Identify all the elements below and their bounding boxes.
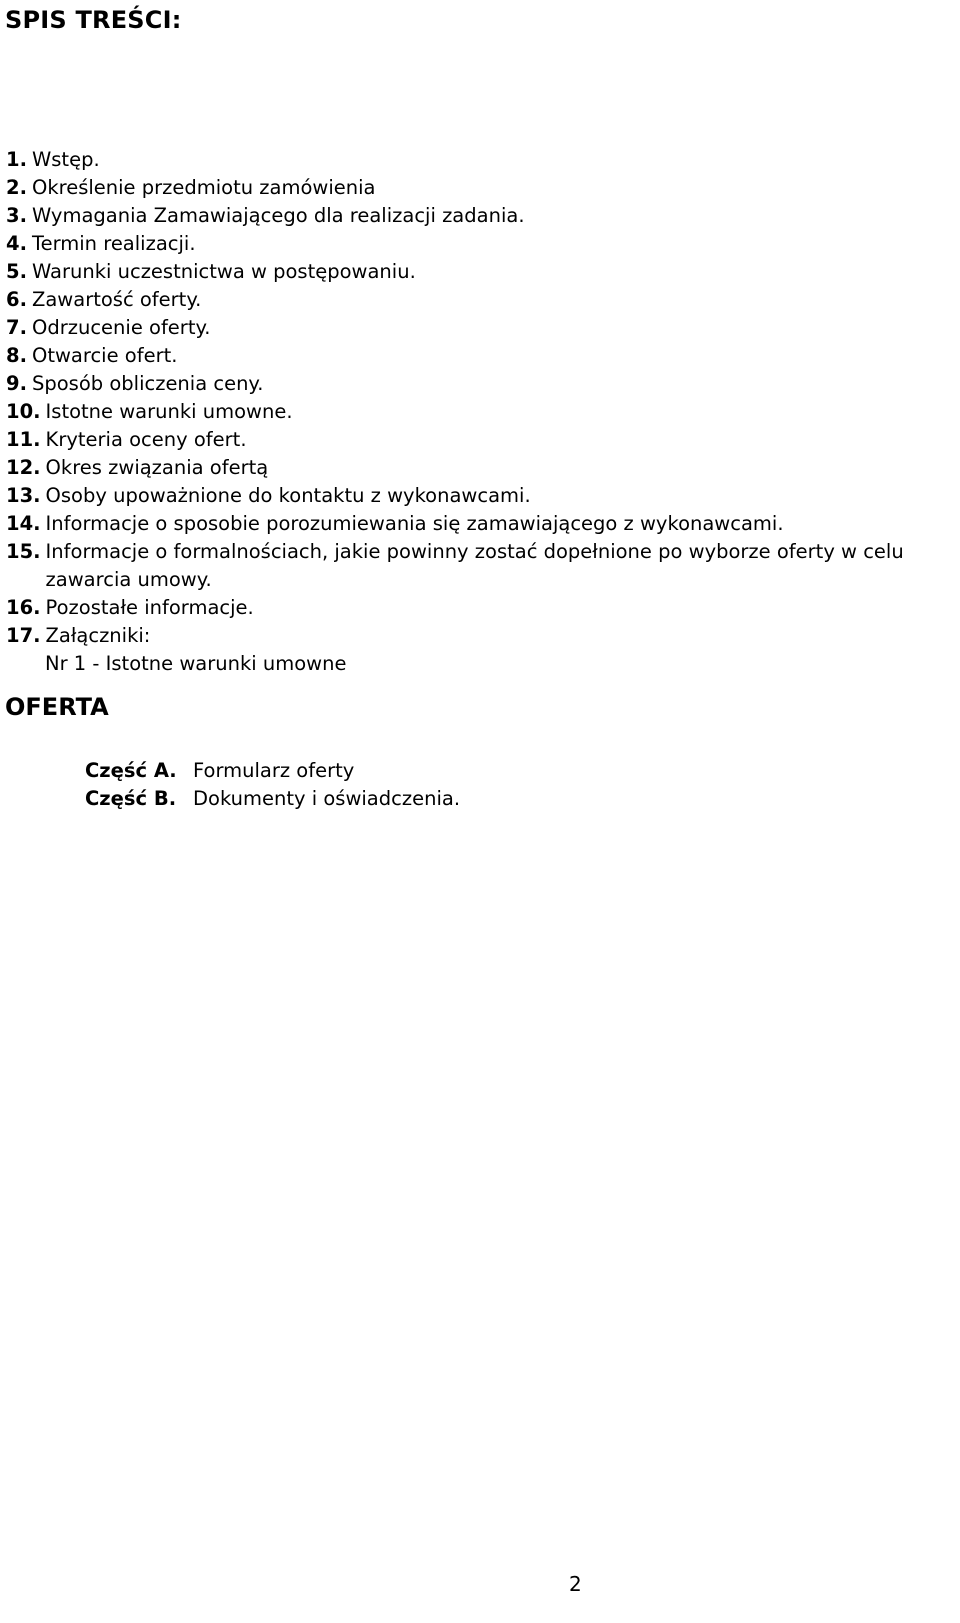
toc-text: Osoby upoważnione do kontaktu z wykonawcami. bbox=[45, 484, 531, 507]
toc-number: 10. bbox=[6, 400, 41, 423]
part-text: Dokumenty i oświadczenia. bbox=[193, 787, 461, 810]
toc-item-13 bbox=[6, 482, 946, 510]
table-of-contents bbox=[6, 146, 946, 678]
toc-item-4 bbox=[6, 230, 946, 258]
toc-item-7 bbox=[6, 314, 946, 342]
toc-item-6 bbox=[6, 286, 946, 314]
part-b bbox=[85, 785, 460, 813]
toc-item-11 bbox=[6, 426, 946, 454]
toc-item-14 bbox=[6, 510, 946, 538]
toc-text: Pozostałe informacje. bbox=[45, 596, 254, 619]
toc-text: Sposób obliczenia ceny. bbox=[31, 372, 264, 395]
toc-attachment: Nr 1 - Istotne warunki umowne bbox=[45, 652, 347, 675]
toc-number: 9. bbox=[6, 372, 27, 395]
toc-item-8 bbox=[6, 342, 946, 370]
part-a bbox=[85, 757, 460, 785]
toc-item-9 bbox=[6, 370, 946, 398]
toc-number: 15. bbox=[6, 540, 41, 563]
toc-item-5 bbox=[6, 258, 946, 286]
toc-number: 8. bbox=[6, 344, 27, 367]
toc-number: 2. bbox=[6, 176, 27, 199]
toc-number: 4. bbox=[6, 232, 27, 255]
oferta-parts bbox=[85, 757, 460, 813]
toc-number: 17. bbox=[6, 624, 41, 647]
toc-text: Kryteria oceny ofert. bbox=[45, 428, 247, 451]
toc-text: Informacje o sposobie porozumiewania się zamawiającego z wykonawcami. bbox=[45, 512, 784, 535]
toc-number: 13. bbox=[6, 484, 41, 507]
toc-number: 5. bbox=[6, 260, 27, 283]
toc-number: 7. bbox=[6, 316, 27, 339]
part-label: Część A. bbox=[85, 759, 177, 782]
toc-item-2 bbox=[6, 174, 946, 202]
toc-text: Odrzucenie oferty. bbox=[31, 316, 211, 339]
toc-text: Wymagania Zamawiającego dla realizacji zadania. bbox=[31, 204, 525, 227]
toc-text: Otwarcie ofert. bbox=[31, 344, 178, 367]
toc-text: Okres związania ofertą bbox=[45, 456, 269, 479]
toc-item-10 bbox=[6, 398, 946, 426]
toc-number: 6. bbox=[6, 288, 27, 311]
toc-item-15 bbox=[6, 538, 936, 594]
toc-item-1 bbox=[6, 146, 946, 174]
toc-number: 1. bbox=[6, 148, 27, 171]
page-number: 2 bbox=[569, 1572, 582, 1596]
toc-text: Warunki uczestnictwa w postępowaniu. bbox=[31, 260, 416, 283]
toc-text: Określenie przedmiotu zamówienia bbox=[31, 176, 376, 199]
toc-number: 16. bbox=[6, 596, 41, 619]
part-text: Formularz oferty bbox=[193, 759, 355, 782]
page-title: SPIS TREŚCI: bbox=[5, 6, 182, 34]
toc-number: 14. bbox=[6, 512, 41, 535]
toc-item-17 bbox=[6, 622, 946, 650]
toc-text: Załączniki: bbox=[45, 624, 151, 647]
toc-text: Istotne warunki umowne. bbox=[45, 400, 293, 423]
toc-number: 3. bbox=[6, 204, 27, 227]
toc-number: 12. bbox=[6, 456, 41, 479]
toc-item-12 bbox=[6, 454, 946, 482]
toc-text: Zawartość oferty. bbox=[31, 288, 202, 311]
toc-text: Termin realizacji. bbox=[31, 232, 196, 255]
toc-text: Informacje o formalnościach, jakie powinny zostać dopełnione po wyborze oferty w celu zawarcia umowy. bbox=[45, 540, 904, 591]
oferta-heading: OFERTA bbox=[5, 693, 109, 721]
toc-number: 11. bbox=[6, 428, 41, 451]
toc-item-16 bbox=[6, 594, 946, 622]
toc-text: Wstęp. bbox=[31, 148, 100, 171]
toc-item-3 bbox=[6, 202, 946, 230]
part-label: Część B. bbox=[85, 787, 177, 810]
